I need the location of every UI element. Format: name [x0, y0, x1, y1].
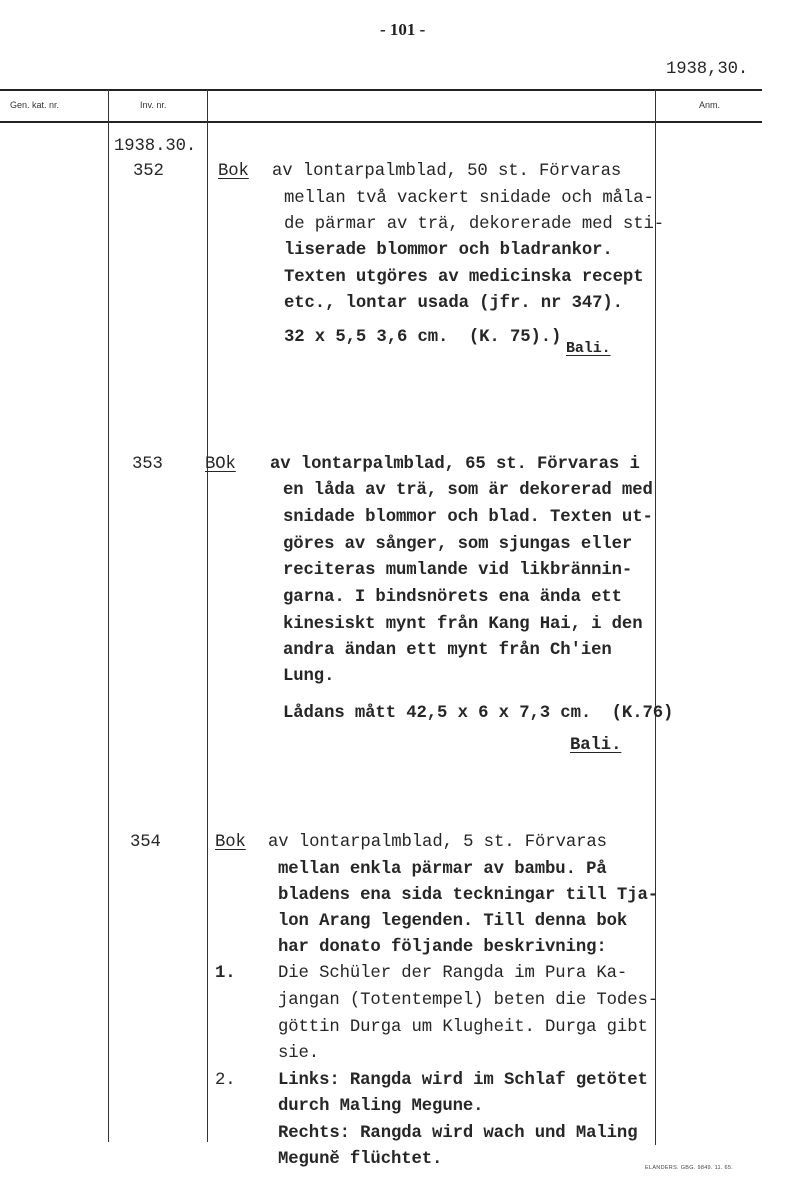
- entry-number: 353: [132, 455, 163, 474]
- entry-line: Links: Rangda wird im Schlaf getötet: [278, 1071, 648, 1090]
- entry-line: Lådans mått 42,5 x 6 x 7,3 cm. (K.76): [283, 704, 674, 723]
- entry-series: 1938.30.: [114, 137, 197, 156]
- table-top-rule: [0, 89, 762, 91]
- entry-line: snidade blommor och blad. Texten ut-: [283, 508, 653, 527]
- column-header-inv: Inv. nr.: [140, 100, 167, 110]
- entry-line: jangan (Totentempel) beten die Todes-: [278, 991, 659, 1010]
- entry-number: 354: [130, 833, 161, 852]
- column-divider-inv: [207, 89, 208, 1142]
- entry-line: Die Schüler der Rangda im Pura Ka-: [278, 964, 628, 983]
- entry-line: garna. I bindsnörets ena ända ett: [283, 588, 622, 607]
- entry-line: de pärmar av trä, dekorerade med sti-: [284, 215, 665, 234]
- column-divider-anm: [655, 89, 656, 1145]
- entry-line: Lung.: [283, 667, 335, 686]
- entry-line: en låda av trä, som är dekorerad med: [283, 481, 653, 500]
- entry-origin: Bali.: [566, 340, 611, 357]
- entry-line: liserade blommor och bladrankor.: [284, 241, 613, 260]
- page-number: - 101 -: [380, 20, 426, 39]
- entry-line: Texten utgöres av medicinska recept: [284, 268, 644, 287]
- entry-line: andra ändan ett mynt från Ch'ien: [283, 641, 612, 660]
- entry-line: Megunĕ flüchtet.: [278, 1150, 443, 1169]
- entry-line: av lontarpalmblad, 65 st. Förvaras i: [270, 455, 640, 474]
- entry-line: av lontarpalmblad, 5 st. Förvaras: [268, 833, 607, 852]
- entry-line: reciteras mumlande vid likbrännin-: [283, 561, 633, 580]
- entry-line: göttin Durga um Klugheit. Durga gibt: [278, 1018, 648, 1037]
- entry-type: Bok: [218, 162, 249, 181]
- entry-origin: Bali.: [570, 736, 622, 755]
- entry-line: 32 x 5,5 3,6 cm. (K. 75).): [284, 328, 562, 347]
- entry-type: BOk: [205, 455, 236, 474]
- entry-line: kinesiskt mynt från Kang Hai, i den: [283, 615, 643, 634]
- column-header-anm: Anm.: [699, 100, 721, 110]
- entry-type: Bok: [215, 833, 246, 852]
- entry-line: lon Arang legenden. Till denna bok: [278, 912, 628, 931]
- entry-line: bladens ena sida teckningar till Tja-: [278, 886, 659, 905]
- column-header-gen-kat: Gen. kat. nr.: [10, 100, 60, 110]
- entry-line: Rechts: Rangda wird wach und Maling: [278, 1124, 638, 1143]
- list-marker: 1.: [215, 964, 236, 983]
- entry-line: etc., lontar usada (jfr. nr 347).: [284, 294, 623, 313]
- entry-line: mellan två vackert snidade och måla-: [284, 189, 654, 208]
- entry-line: mellan enkla pärmar av bambu. På: [278, 860, 607, 879]
- column-divider-gen-kat: [108, 89, 109, 1142]
- printer-mark: ELANDERS. GBG. 9849. 11. 65.: [645, 1165, 734, 1171]
- entry-line: har donato följande beskrivning:: [278, 938, 607, 957]
- entry-number: 352: [133, 162, 164, 181]
- table-header-rule: [0, 121, 762, 123]
- accession-header: 1938,30.: [666, 60, 749, 79]
- entry-line: sie.: [278, 1044, 320, 1063]
- entry-line: av lontarpalmblad, 50 st. Förvaras: [272, 162, 622, 181]
- entry-line: durch Maling Megune.: [278, 1097, 484, 1116]
- entry-line: göres av sånger, som sjungas eller: [283, 535, 633, 554]
- list-marker: 2.: [215, 1071, 236, 1090]
